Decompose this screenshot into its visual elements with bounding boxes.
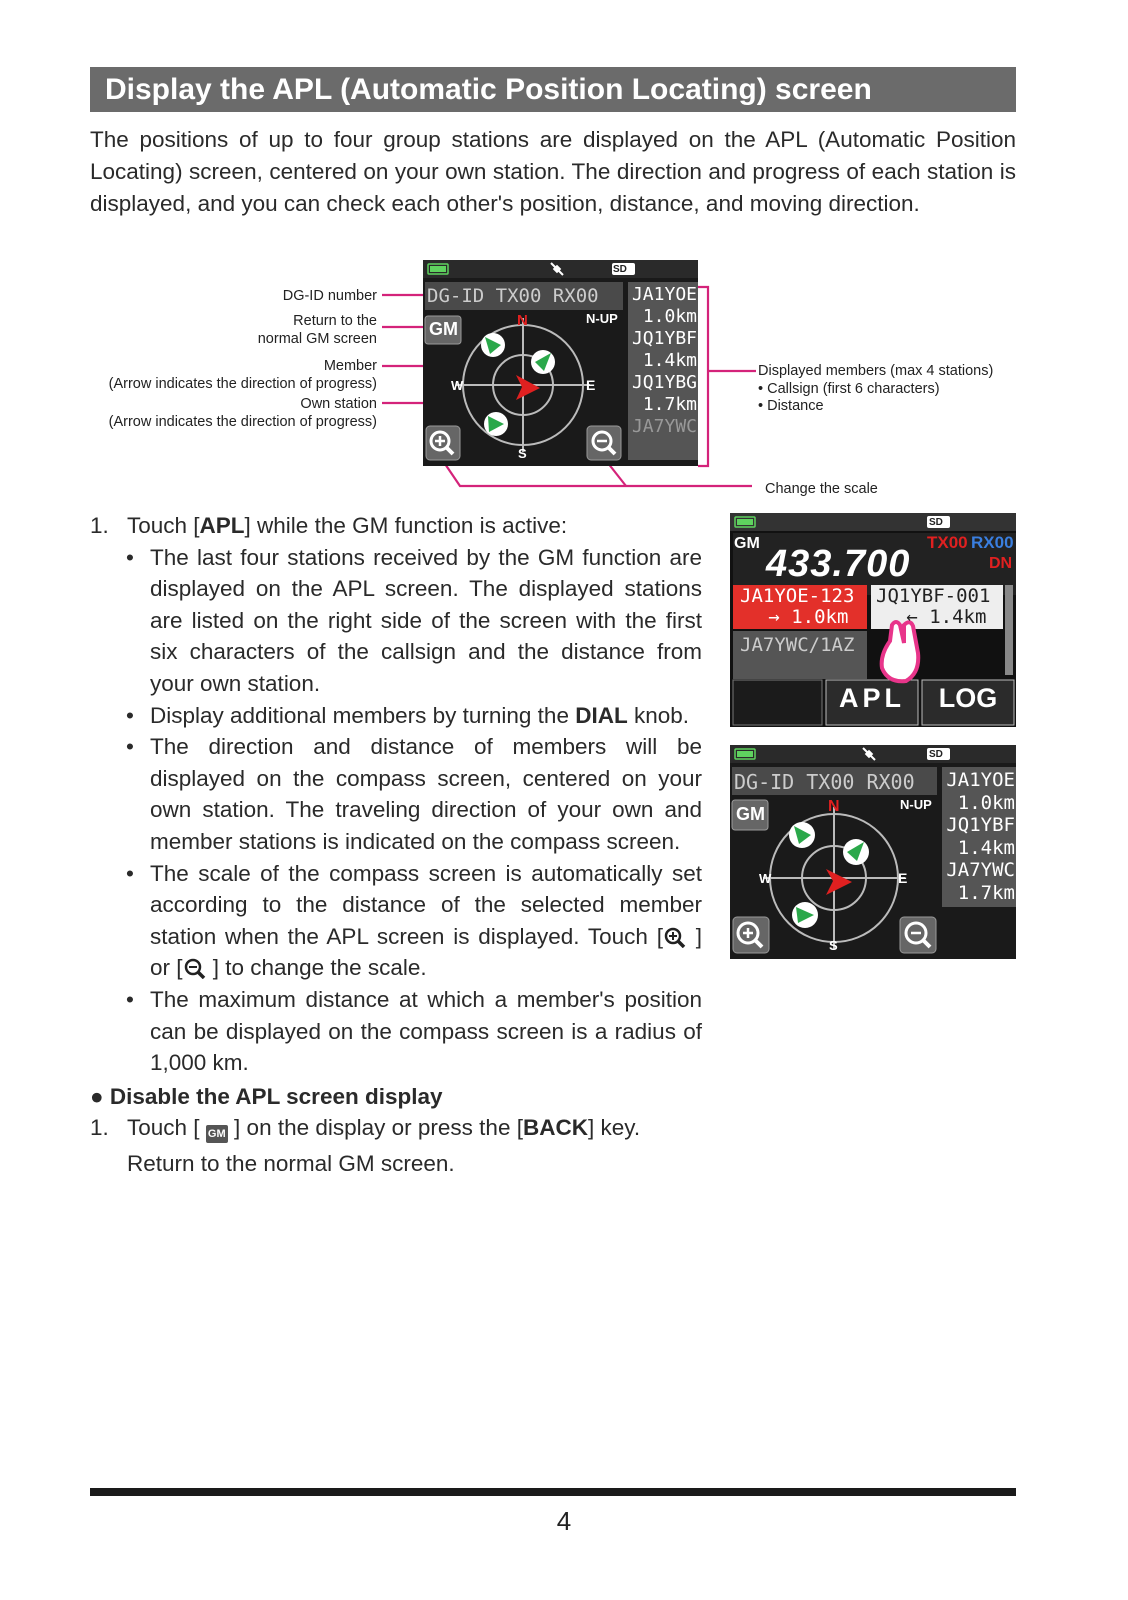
apl-screen-2 <box>730 745 1016 959</box>
instructions <box>90 510 702 1179</box>
member-callsign[interactable]: JA1YOE <box>631 284 697 305</box>
bullet-item <box>90 731 702 857</box>
member-arrow-3 <box>484 412 508 436</box>
bullet-text: ] or [ <box>150 923 702 981</box>
north-up-label: N-UP <box>586 311 618 326</box>
zoom-in-icon <box>663 926 687 948</box>
bullet-item <box>90 700 702 732</box>
apl-dgid-text: DG-ID TX00 RX00 <box>734 770 915 794</box>
step-text: ] on the display or press the [ <box>227 1115 523 1141</box>
section-bullet: ● <box>90 1083 104 1109</box>
bullet-dot: • <box>126 986 134 1012</box>
step-number: 1. <box>90 513 109 538</box>
callout-own-line2: (Arrow indicates the direction of progress) <box>108 413 377 430</box>
bullet-dot: • <box>126 702 134 728</box>
step-1 <box>90 510 702 542</box>
bullet-text: The last four stations received by the GM function are displayed on the APL screen. The displayed stations are listed on the right side of the screen with the first six characters of the callsign and the distance from your own station. <box>150 544 702 696</box>
sd-label: SD <box>929 517 943 528</box>
log-button[interactable]: LOG <box>938 683 998 713</box>
bullet-text: The scale of the compass screen is automatically set according to the distance of the selected member station when the APL screen is displayed. Touch [ <box>150 860 702 949</box>
member-callsign[interactable]: JA7YWC <box>946 859 1015 881</box>
member-distance: 1.7km <box>957 881 1015 904</box>
callout-displayed-line3: • Distance <box>758 398 824 414</box>
key-dial: DIAL <box>575 702 628 728</box>
bullet-text: The direction and distance of members will be displayed on the compass screen, centered on your own station. The traveling direction of your own and member stations is indicated on the compass screen. <box>150 734 702 854</box>
gm-cell-2[interactable] <box>876 586 990 628</box>
sd-label: SD <box>929 749 943 760</box>
compass-south: S <box>829 938 838 953</box>
member-arrow-2 <box>531 350 555 374</box>
dn-mode-label: DN <box>989 555 1013 572</box>
compass-north: N <box>517 312 528 329</box>
bullet-text: ] to change the scale. <box>206 955 427 981</box>
member-arrow-2 <box>843 839 869 865</box>
gm-logo: GM <box>734 535 760 552</box>
compass-west: W <box>759 871 772 886</box>
member-callsign[interactable]: JQ1YBF <box>946 814 1015 836</box>
member-list <box>629 284 697 438</box>
member-distance: 1.4km <box>642 350 697 371</box>
member-arrow-1 <box>789 822 815 848</box>
bullet-text: The maximum distance at which a member's position can be displayed on the compass screen is a radius of 1,000 km. <box>150 986 702 1076</box>
bullet-text: knob. <box>627 702 690 728</box>
member-callsign: JA1YOE-123 <box>740 585 855 607</box>
north-up-label: N-UP <box>900 797 932 812</box>
callout-displayed-line1: Displayed members (max 4 stations) <box>758 363 994 379</box>
gm-icon: GM <box>206 1125 228 1143</box>
pointing-hand-icon <box>882 622 919 681</box>
compass-east: E <box>898 870 908 886</box>
compass-south: S <box>518 446 527 461</box>
tx-label: TX00 <box>927 533 968 552</box>
bullet-item <box>90 542 702 700</box>
member-distance: ← 1.4km <box>906 606 987 628</box>
page-number: 4 <box>556 1506 572 1536</box>
step-text: ] key. <box>587 1115 641 1141</box>
member-callsign: JQ1YBF-001 <box>876 585 991 607</box>
step-disable-1-line2: Return to the normal GM screen. <box>127 1150 455 1176</box>
member-distance: 1.7km <box>642 394 697 415</box>
bullet-text: Display additional members by turning the <box>150 702 576 728</box>
key-apl: APL <box>199 513 245 538</box>
gm-return-button[interactable]: GM <box>429 319 458 339</box>
callout-return-line2: normal GM screen <box>257 330 377 347</box>
callout-member-line1: Member <box>323 358 377 374</box>
member-callsign[interactable]: JA7YWC <box>631 416 697 437</box>
gm-screen <box>730 513 1016 727</box>
member-callsign[interactable]: JQ1YBG <box>631 372 697 393</box>
intro-paragraph: The positions of up to four group stations are displayed on the APL (Automatic Position Locating) screen, centered on your own station. The direction and progress of each station is displayed, and you can check each other's position, distance, and moving direction. <box>90 127 1016 216</box>
bullet-dot: • <box>126 544 134 570</box>
member-callsign[interactable]: JQ1YBF <box>631 328 697 349</box>
member-list <box>943 769 1015 904</box>
frequency-display: 433.700 <box>766 543 911 585</box>
rx-label: RX00 <box>971 533 1014 552</box>
callout-own-line1: Own station <box>300 396 377 412</box>
key-back: BACK <box>522 1115 588 1141</box>
step-text: ] while the GM function is active: <box>244 513 568 538</box>
section-title: Disable the APL screen display <box>109 1083 443 1109</box>
bullet-dot: • <box>126 734 134 760</box>
apl-dgid-text: DG-ID TX00 RX00 <box>427 285 599 307</box>
sd-label: SD <box>613 264 627 275</box>
bullet-item <box>90 984 702 1079</box>
step-disable-1 <box>90 1112 702 1144</box>
gm-cell-1[interactable] <box>740 586 854 628</box>
section-heading <box>90 1081 702 1113</box>
bullet-dot: • <box>126 860 134 886</box>
page-title: Display the APL (Automatic Position Locating) screen <box>90 67 1016 112</box>
callout-member-line2: (Arrow indicates the direction of progress) <box>108 375 377 392</box>
member-distance: 1.0km <box>642 306 697 327</box>
compass-north: N <box>828 798 840 815</box>
member-arrow-1 <box>481 333 505 357</box>
apl-button[interactable]: APL <box>839 683 905 713</box>
step-text: Touch [ <box>127 513 200 538</box>
gm-return-button[interactable]: GM <box>736 804 765 824</box>
callout-return-line1: Return to the <box>293 313 377 329</box>
member-callsign[interactable]: JA1YOE <box>946 769 1015 791</box>
callout-dgid: DG-ID number <box>282 288 377 304</box>
apl-screen <box>423 260 698 466</box>
callout-displayed-line2: • Callsign (first 6 characters) <box>758 380 940 397</box>
step-text: Touch [ <box>127 1115 206 1141</box>
member-distance: 1.0km <box>957 791 1015 814</box>
member-arrow-3 <box>792 902 818 928</box>
own-station-arrow <box>516 375 540 400</box>
callout-scale: Change the scale <box>765 481 878 497</box>
compass-west: W <box>451 378 464 393</box>
footer-rule <box>90 1488 1016 1496</box>
member-distance: → 1.0km <box>768 606 849 628</box>
gm-cell-3[interactable]: JA7YWC/1AZ <box>740 634 855 656</box>
step-number: 1. <box>90 1115 109 1141</box>
own-station-arrow <box>826 869 852 895</box>
compass-east: E <box>586 377 596 393</box>
zoom-out-icon <box>183 957 207 979</box>
bullet-item <box>90 858 702 984</box>
member-distance: 1.4km <box>957 836 1015 859</box>
